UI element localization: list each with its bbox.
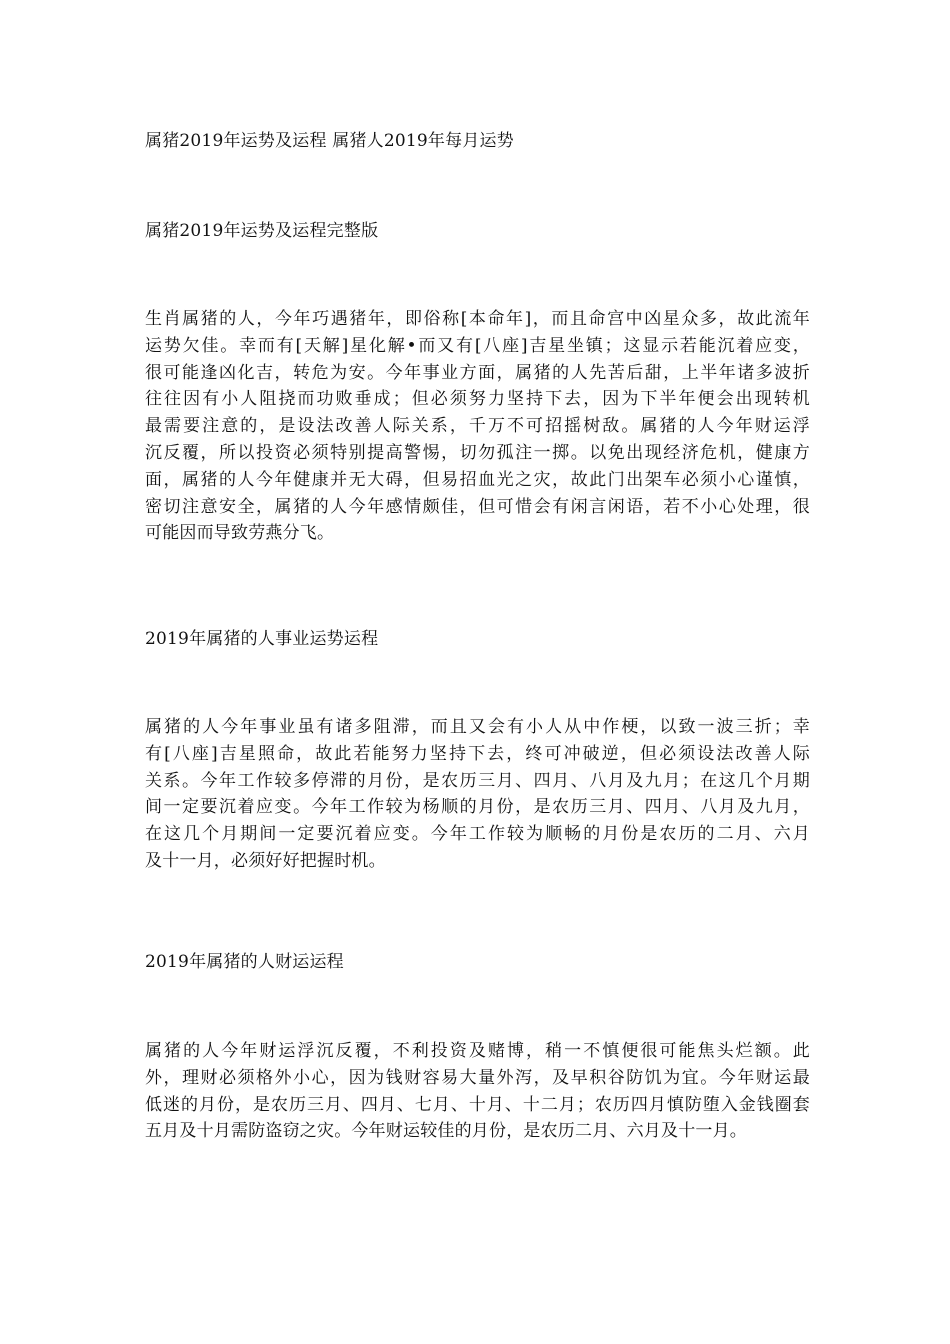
paragraph-line: 有[八座]吉星照命，故此若能努力坚持下去，终可冲破逆，但必须设法改善人际 [145,743,810,764]
paragraph-line: 运势欠佳。幸而有[天解]星化解•而又有[八座]吉星坐镇；这显示若能沉着应变， [145,335,810,356]
paragraph-line: 往往因有小人阻挠而功败垂成；但必须努力坚持下去，因为下半年便会出现转机 [145,389,810,410]
paragraph-line: 五月及十月需防盗窃之灾。今年财运较佳的月份，是农历二月、六月及十一月。 [145,1121,747,1142]
paragraph-line: 很可能逢凶化吉，转危为安。今年事业方面，属猪的人先苦后甜，上半年诸多波折 [145,362,810,383]
career-paragraph [145,714,810,875]
intro-paragraph [145,306,810,547]
document-title: 属猪2019年运势及运程 属猪人2019年每月运势 [145,131,514,151]
paragraph-line: 最需要注意的，是设法改善人际关系，千万不可招摇树敌。属猪的人今年财运浮 [145,416,810,437]
paragraph-line: 及十一月，必须好好把握时机。 [145,850,386,871]
wealth-heading: 2019年属猪的人财运运程 [145,952,344,972]
paragraph-line: 在这几个月期间一定要沉着应变。今年工作较为顺畅的月份是农历的二月、六月 [145,824,810,845]
paragraph-line: 沉反覆，所以投资必须特别提高警惕，切勿孤注一掷。以免出现经济危机，健康方 [145,442,810,463]
paragraph-line: 外，理财必须格外小心，因为钱财容易大量外泻，及早积谷防饥为宜。今年财运最 [145,1067,810,1088]
career-heading: 2019年属猪的人事业运势运程 [145,629,379,649]
paragraph-line: 密切注意安全，属猪的人今年感情颇佳，但可惜会有闲言闲语，若不小心处理，很 [145,496,810,517]
paragraph-line: 关系。今年工作较多停滞的月份，是农历三月、四月、八月及九月；在这几个月期 [145,770,810,791]
paragraph-line: 属猪的人今年财运浮沉反覆，不利投资及赌博，稍一不慎便很可能焦头烂额。此 [145,1041,810,1061]
paragraph-line: 低迷的月份，是农历三月、四月、七月、十月、十二月；农历四月慎防堕入金钱圈套 [145,1094,810,1115]
paragraph-line: 可能因而导致劳燕分飞。 [145,523,335,544]
paragraph-line: 生肖属猪的人，今年巧遇猪年，即俗称[本命年]，而且命宫中凶星众多，故此流年 [145,309,810,329]
document-subtitle: 属猪2019年运势及运程完整版 [145,221,379,241]
paragraph-line: 间一定要沉着应变。今年工作较为杨顺的月份，是农历三月、四月、八月及九月， [145,797,810,818]
paragraph-line: 面，属猪的人今年健康并无大碍，但易招血光之灾，故此门出架车必须小心谨慎， [145,469,810,490]
paragraph-line: 属猪的人今年事业虽有诸多阻滞，而且又会有小人从中作梗，以致一波三折；幸 [145,717,810,737]
wealth-paragraph [145,1038,810,1145]
